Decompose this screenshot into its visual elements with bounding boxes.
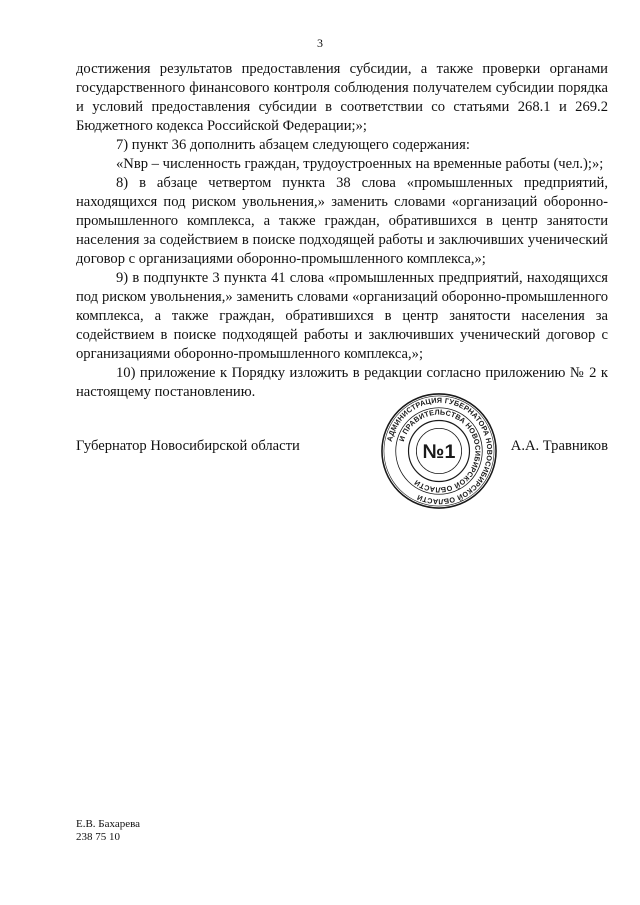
signature-block — [76, 438, 608, 462]
signatory-name: А.А. Травников — [510, 438, 608, 454]
official-seal — [380, 392, 498, 510]
page-number: 3 — [317, 36, 323, 50]
paragraph-item-8: 8) в абзаце четвертом пункта 38 слова «промышленных предприятий, находящихся под риском увольнения,» заменить словами «организаций оборонно-промышленного комплекса, а также граждан, обратившихся в центр занятости населения за содействием в поиске подходящей работы и заключивших ученический договор с организациями оборонно-промышленного комплекса,»; — [76, 175, 608, 267]
signatory-position: Губернатор Новосибирской области — [76, 438, 300, 454]
paragraph-item-10: 10) приложение к Порядку изложить в редакции согласно приложению № 2 к настоящему постановлению. — [76, 365, 608, 400]
executor-info — [76, 818, 140, 844]
seal-inner-text: И ПРАВИТЕЛЬСТВА НОВОСИБИРСКОЙ ОБЛАСТИ — [397, 407, 483, 495]
seal-outer-text: АДМИНИСТРАЦИЯ ГУБЕРНАТОРА НОВОСИБИРСКОЙ ОБЛАСТИ — [384, 395, 495, 507]
executor-name: Е.В. Бахарева — [76, 818, 141, 830]
paragraph-nvr-definition: «Nвр – численность граждан, трудоустроенных на временные работы (чел.);»; — [116, 156, 604, 172]
paragraph-item-9: 9) в подпункте 3 пункта 41 слова «промышленных предприятий, находящихся под риском увольнения,» заменить словами «организаций оборонно-промышленного комплекса, а также граждан, обратившихся в центр занятости населения за содействием в поиске подходящей работы и заключивших ученический договор с организациями оборонно-промышленного комплекса,»; — [76, 270, 608, 362]
document-body — [76, 60, 608, 402]
executor-phone: 238 75 10 — [76, 831, 120, 843]
seal-number: №1 — [422, 440, 456, 463]
paragraph-continuation: достижения результатов предоставления субсидии, а также проверки органами государственного финансового контроля соблюдения получателем субсидии порядка и условий предоставления субсидии в соответствии со статьями 268.1 и 269.2 Бюджетного кодекса Российской Федерации;»; — [76, 61, 608, 134]
paragraph-item-7: 7) пункт 36 дополнить абзацем следующего содержания: — [116, 137, 470, 153]
